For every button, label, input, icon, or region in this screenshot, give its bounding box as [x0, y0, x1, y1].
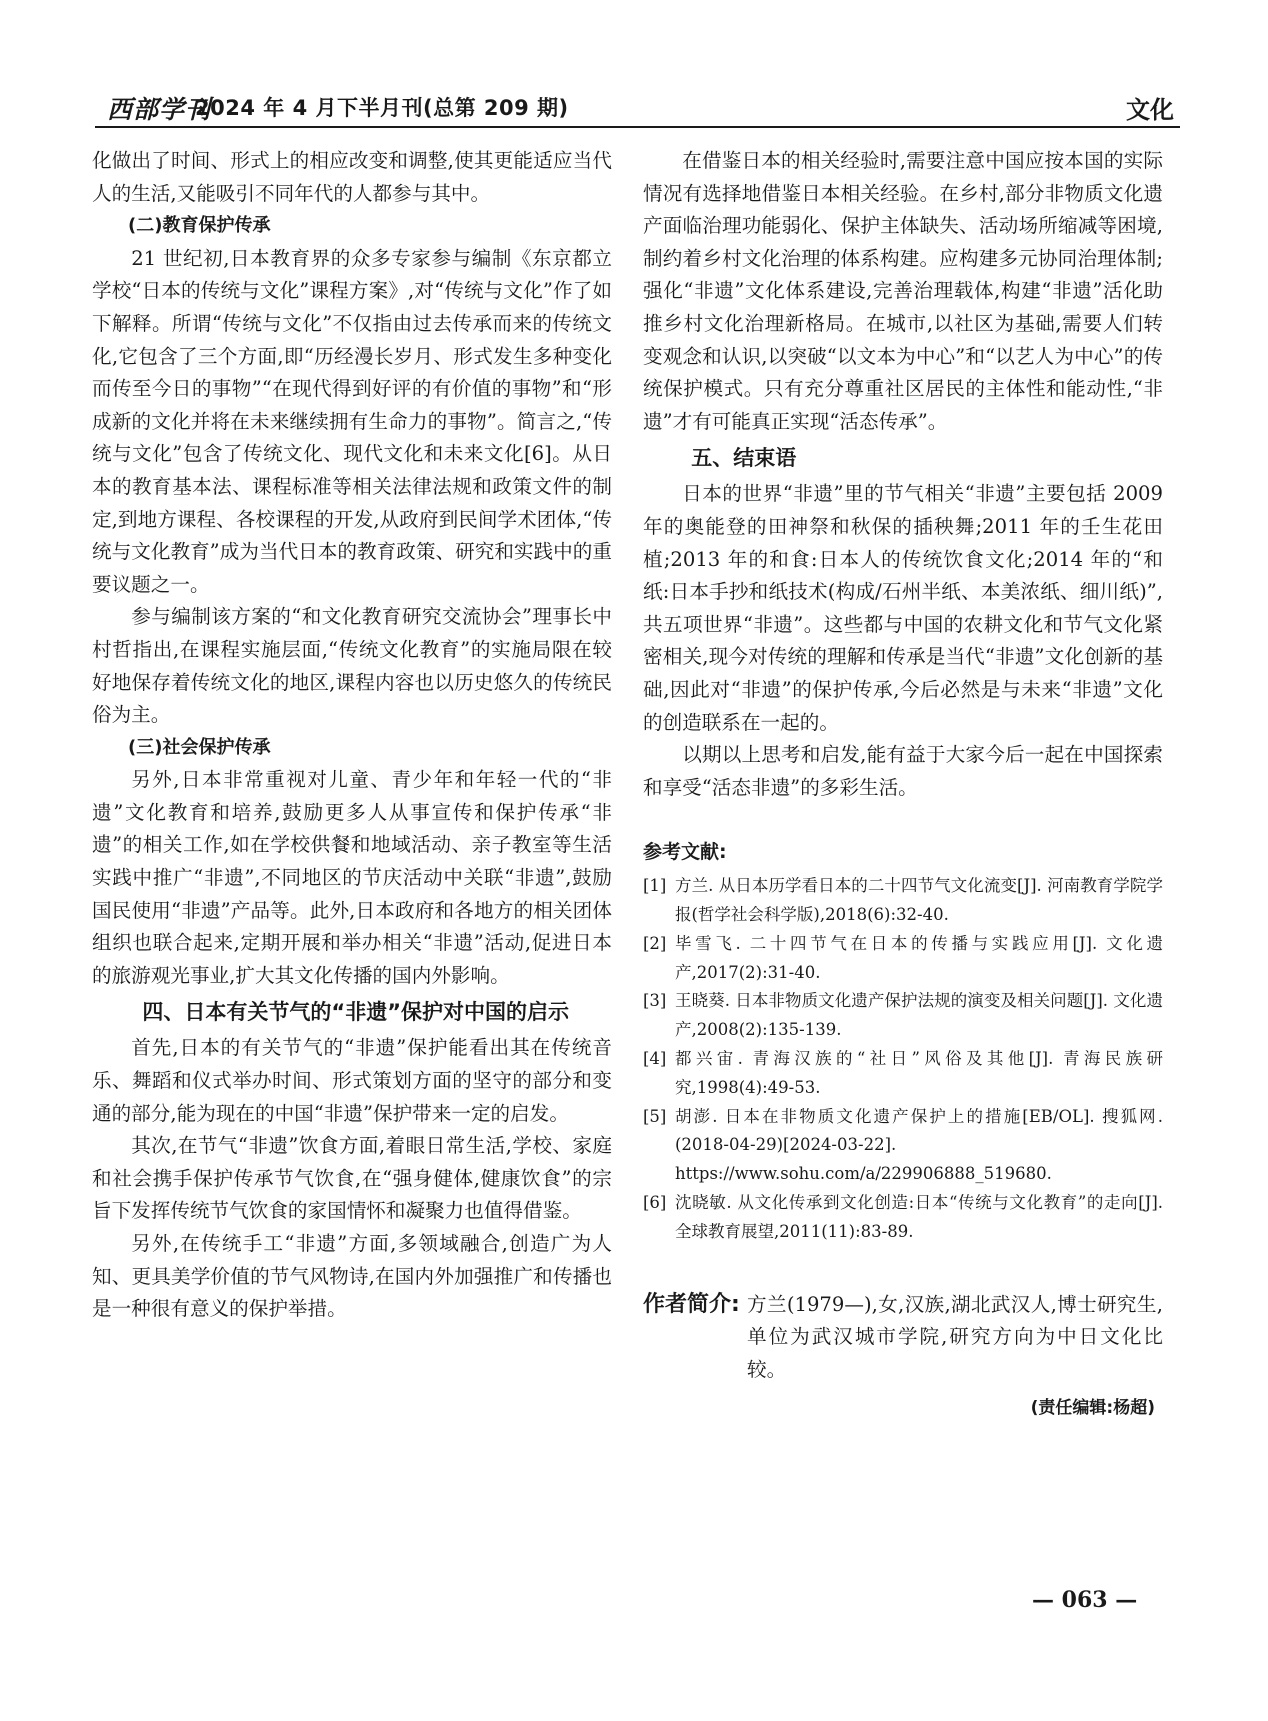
- paragraph: 其次,在节气“非遗”饮食方面,着眼日常生活,学校、家庭和社会携手保护传承节气饮食,在“强身健体,健康饮食”的宗旨下发挥传统节气饮食的家国情怀和凝聚力也值得借鉴。: [92, 1134, 612, 1223]
- subsection-heading-society: (三)社会保护传承: [128, 736, 271, 758]
- journal-logo: 西部学刊: [107, 95, 212, 124]
- references-title: 参考文献:: [643, 841, 727, 864]
- page-number: — 063 —: [1032, 1587, 1138, 1613]
- reference-number: [5]: [643, 1106, 667, 1126]
- subsection-heading-education: (二)教育保护传承: [128, 215, 271, 237]
- author-bio: [643, 1289, 1163, 1387]
- right-column: [643, 145, 1163, 1425]
- paragraph: 另外,日本非常重视对儿童、青少年和年轻一代的“非遗”文化教育和培养,鼓励更多人从事宣传和保护传承“非遗”的相关工作,如在学校供餐和地域活动、亲子教室等生活实践中推广“非遗”,不同地区的节庆活动中关联“非遗”,鼓励国民使用“非遗”产品等。此外,日本政府和各地方的相关团体组织也联合起来,定期开展和举办相关“非遗”活动,促进日本的旅游观光事业,扩大其文化传播的国内外影响。: [92, 768, 612, 987]
- reference-text: 胡澎. 日本在非物质文化遗产保护上的措施[EB/OL]. 搜狐网. (2018-04-29)[2024-03-22]. https://www.sohu.com/a/229906888_519680.: [675, 1106, 1163, 1184]
- paragraph: 另外,在传统手工“非遗”方面,多领域融合,创造广为人知、更具美学价值的节气风物诗,在国内外加强推广和传播也是一种很有意义的保护举措。: [92, 1232, 612, 1321]
- left-column: [92, 145, 612, 1326]
- references-list: [643, 872, 1163, 1246]
- reference-number: [6]: [643, 1193, 667, 1213]
- author-label: 作者简介:: [643, 1291, 740, 1317]
- paragraph: 以期以上思考和启发,能有益于大家今后一起在中国探索和享受“活态非遗”的多彩生活。: [643, 743, 1163, 799]
- reference-number: [1]: [643, 876, 667, 896]
- reference-number: [2]: [643, 933, 667, 953]
- reference-item: [643, 1045, 1163, 1103]
- page-header: [95, 84, 1180, 124]
- section-heading-5: 五、结束语: [691, 446, 797, 471]
- reference-number: [4]: [643, 1049, 667, 1069]
- paragraph: 参与编制该方案的“和文化教育研究交流协会”理事长中村哲指出,在课程实施层面,“传统文化教育”的实施局限在较好地保存着传统文化的地区,课程内容也以历史悠久的传统民俗为主。: [92, 605, 612, 727]
- reference-item: [643, 1189, 1163, 1247]
- reference-text: 毕雪飞. 二十四节气在日本的传播与实践应用[J]. 文化遗产,2017(2):31-40.: [675, 933, 1163, 982]
- paragraph: 首先,日本的有关节气的“非遗”保护能看出其在传统音乐、舞蹈和仪式举办时间、形式策划方面的坚守的部分和变通的部分,能为现在的中国“非遗”保护带来一定的启发。: [92, 1036, 612, 1125]
- reference-text: 都兴宙. 青海汉族的“社日”风俗及其他[J]. 青海民族研究,1998(4):49-53.: [675, 1049, 1163, 1097]
- section-name: 文化: [1126, 96, 1174, 124]
- reference-item: [643, 930, 1163, 988]
- reference-text: 沈晓敏. 从文化传承到文化创造:日本“传统与文化教育”的走向[J]. 全球教育展望,2011(11):83-89.: [675, 1193, 1163, 1241]
- author-text: 方兰(1979—),女,汉族,湖北武汉人,博士研究生,单位为武汉城市学院,研究方向为中日文化比较。: [747, 1292, 1163, 1381]
- paragraph: 21 世纪初,日本教育界的众多专家参与编制《东京都立学校“日本的传统与文化”课程方案》,对“传统与文化”作了如下解释。所谓“传统与文化”不仅指由过去传承而来的传统文化,它包含了三个方面,即“历经漫长岁月、形式发生多种变化而传至今日的事物”“在现代得到好评的有价值的事物”和“形成新的文化并将在未来继续拥有生命力的事物”。简言之,“传统与文化”包含了传统文化、现代文化和未来文化[6]。从日本的教育基本法、课程标准等相关法律法规和政策文件的制定,到地方课程、各校课程的开发,从政府到民间学术团体,“传统与文化教育”成为当代日本的教育政策、研究和实践中的重要议题之一。: [92, 246, 612, 596]
- reference-item: [643, 987, 1163, 1045]
- reference-number: [3]: [643, 991, 667, 1011]
- header-rule: [95, 126, 1180, 128]
- editor-credit: (责任编辑:杨超): [1030, 1398, 1155, 1419]
- journal-issue: 2024 年 4 月下半月刊(总第 209 期): [195, 96, 569, 120]
- section-heading-4: 四、日本有关节气的“非遗”保护对中国的启示: [142, 1000, 569, 1025]
- reference-text: 方兰. 从日本历学看日本的二十四节气文化流变[J]. 河南教育学院学报(哲学社会科学版),2018(6):32-40.: [675, 876, 1163, 925]
- reference-item: [643, 872, 1163, 930]
- paragraph: 在借鉴日本的相关经验时,需要注意中国应按本国的实际情况有选择地借鉴日本相关经验。在乡村,部分非物质文化遗产面临治理功能弱化、保护主体缺失、活动场所缩减等困境,制约着乡村文化治理的体系构建。应构建多元协同治理体制;强化“非遗”文化体系建设,完善治理载体,构建“非遗”活化助推乡村文化治理新格局。在城市,以社区为基础,需要人们转变观念和认识,以突破“以文本为中心”和“以艺人为中心”的传统保护模式。只有充分尊重社区居民的主体性和能动性,“非遗”才有可能真正实现“活态传承”。: [643, 149, 1163, 433]
- paragraph: 日本的世界“非遗”里的节气相关“非遗”主要包括 2009 年的奥能登的田神祭和秋保的插秧舞;2011 年的壬生花田植;2013 年的和食:日本人的传统饮食文化;2014 年的“和纸:日本手抄和纸技术(构成/石州半纸、本美浓纸、细川纸)”,共五项世界“非遗”。这些都与中国的农耕文化和节气文化紧密相关,现今对传统的理解和传承是当代“非遗”文化创新的基础,因此对“非遗”的保护传承,今后必然是与未来“非遗”文化的创造联系在一起的。: [643, 482, 1163, 734]
- paragraph: 化做出了时间、形式上的相应改变和调整,使其更能适应当代人的生活,又能吸引不同年代的人都参与其中。: [92, 149, 612, 205]
- reference-item: [643, 1103, 1163, 1189]
- reference-text: 王晓葵. 日本非物质文化遗产保护法规的演变及相关问题[J]. 文化遗产,2008(2):135-139.: [675, 991, 1163, 1040]
